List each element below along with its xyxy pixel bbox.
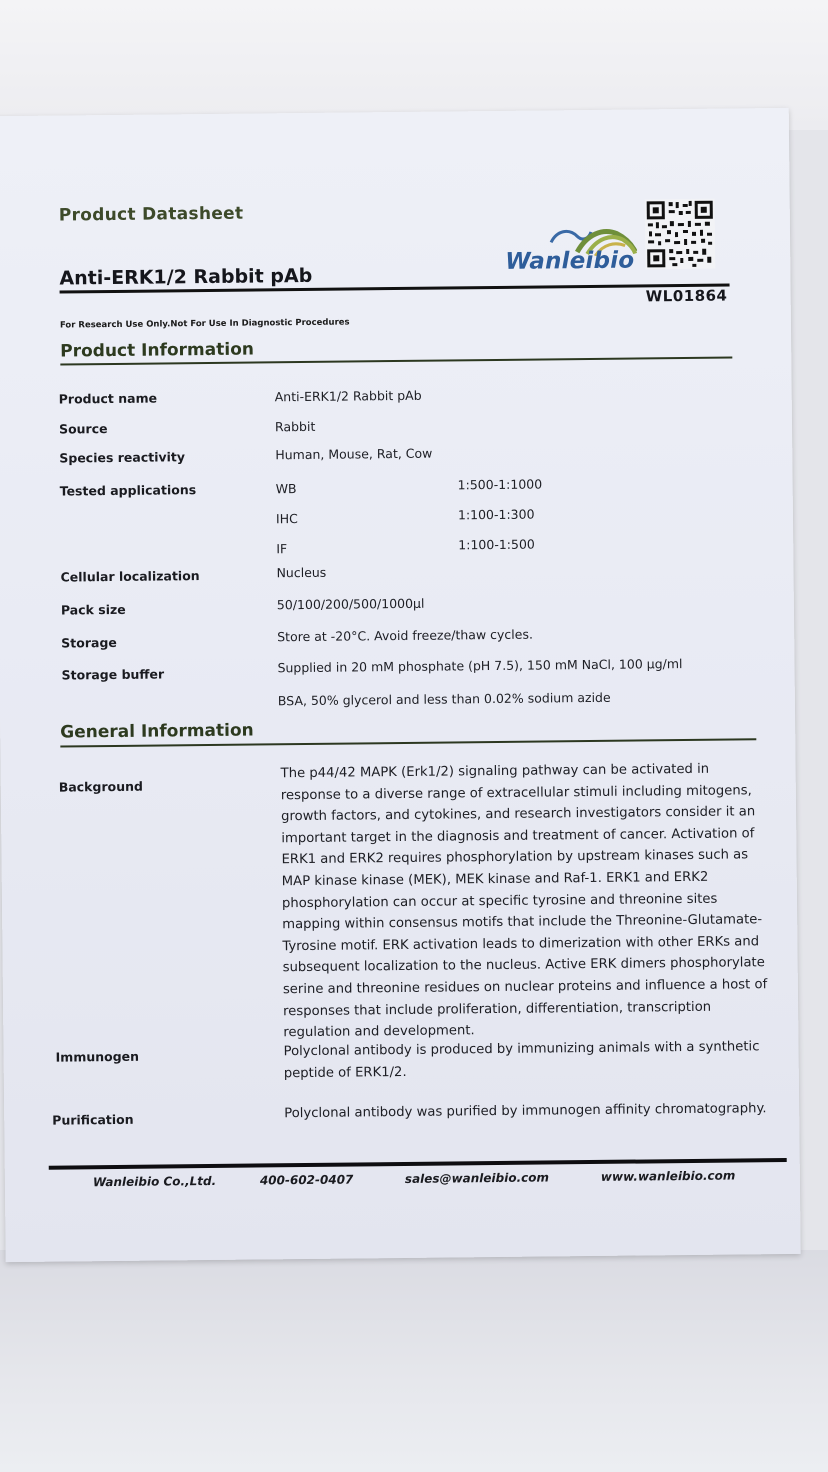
datasheet-label: Product Datasheet xyxy=(58,203,244,226)
footer-email: sales@wanleibio.com xyxy=(404,1170,550,1186)
label-storage: Storage xyxy=(61,634,117,651)
label-tested-applications: Tested applications xyxy=(59,482,197,499)
table-surface-bottom xyxy=(0,1250,828,1472)
value-dilution: 1:100-1:300 xyxy=(457,506,535,523)
datasheet-page xyxy=(0,108,801,1262)
background-paragraph: The p44/42 MAPK (Erk1/2) signaling pathway can be activated in response to a diverse range of extracellular stimuli including mitogens, growth factors, and cytokines, and research investigators consider it an important target in the diagnosis and treatment of cancer. Activation of ERK1 and ERK2 requires phosphorylation by upstream kinases such as MAP kinase kinase (MEK), MEK kinase and Raf-1. ERK1 and ERK2 phosphorylation can occur at specific tyrosine and threonine sites mapping within consensus motifs that include the Threonine-Glutamate-Tyrosine motif. ERK activation leads to dimerization with other ERKs and subsequent localization to the nucleus. Active ERK dimers phosphorylate serine and threonine residues on nuclear proteins and influence a host of responses that include proliferation, differentiation, transcription regulation and development. xyxy=(280,761,768,1041)
value-dilution: 1:100-1:500 xyxy=(458,536,535,553)
label-purification: Purification xyxy=(52,1111,134,1128)
value-storage-buffer: Supplied in 20 mM phosphate (pH 7.5), 150 mM NaCl, 100 µg/ml xyxy=(277,656,683,676)
section-title-product-information: Product Information xyxy=(60,339,255,362)
section-title-general-information: General Information xyxy=(60,720,254,743)
footer-divider xyxy=(49,1158,787,1170)
value-application: IHC xyxy=(275,511,298,527)
footer-company: Wanleibio Co.,Ltd. xyxy=(92,1173,217,1190)
label-storage-buffer: Storage buffer xyxy=(61,666,165,683)
label-background: Background xyxy=(58,778,143,795)
value-product-name: Anti-ERK1/2 Rabbit pAb xyxy=(274,387,422,405)
purification-text: Polyclonal antibody was purified by immunogen affinity chromatography. xyxy=(284,1101,767,1122)
value-cellular-localization: Nucleus xyxy=(276,564,327,581)
value-source: Rabbit xyxy=(274,418,316,435)
label-source: Source xyxy=(58,421,108,437)
research-use-notice: For Research Use Only.Not For Use In Diagnostic Procedures xyxy=(59,317,350,331)
qr-code-icon xyxy=(645,199,716,270)
label-product-name: Product name xyxy=(58,390,158,407)
value-species-reactivity: Human, Mouse, Rat, Cow xyxy=(275,445,433,463)
value-dilution: 1:500-1:1000 xyxy=(457,476,543,493)
label-species-reactivity: Species reactivity xyxy=(59,449,186,466)
value-application: WB xyxy=(275,481,297,497)
value-application: IF xyxy=(276,541,288,557)
value-storage-buffer-continued: BSA, 50% glycerol and less than 0.02% sodium azide xyxy=(277,689,611,709)
brand-logo-text: Wanleibio xyxy=(505,247,635,275)
value-storage: Store at -20°C. Avoid freeze/thaw cycles. xyxy=(277,626,533,645)
catalog-number: WL01864 xyxy=(645,286,728,306)
immunogen-paragraph: Polyclonal antibody is produced by immunizing animals with a synthetic peptide of ERK1/2. xyxy=(283,1039,760,1081)
label-immunogen: Immunogen xyxy=(55,1048,140,1065)
footer-phone: 400-602-0407 xyxy=(259,1172,354,1188)
value-pack-size: 50/100/200/500/1000µl xyxy=(276,595,425,613)
footer-website: www.wanleibio.com xyxy=(600,1168,736,1184)
label-pack-size: Pack size xyxy=(60,601,126,618)
label-cellular-localization: Cellular localization xyxy=(60,568,200,585)
product-title: Anti-ERK1/2 Rabbit pAb xyxy=(59,264,313,290)
